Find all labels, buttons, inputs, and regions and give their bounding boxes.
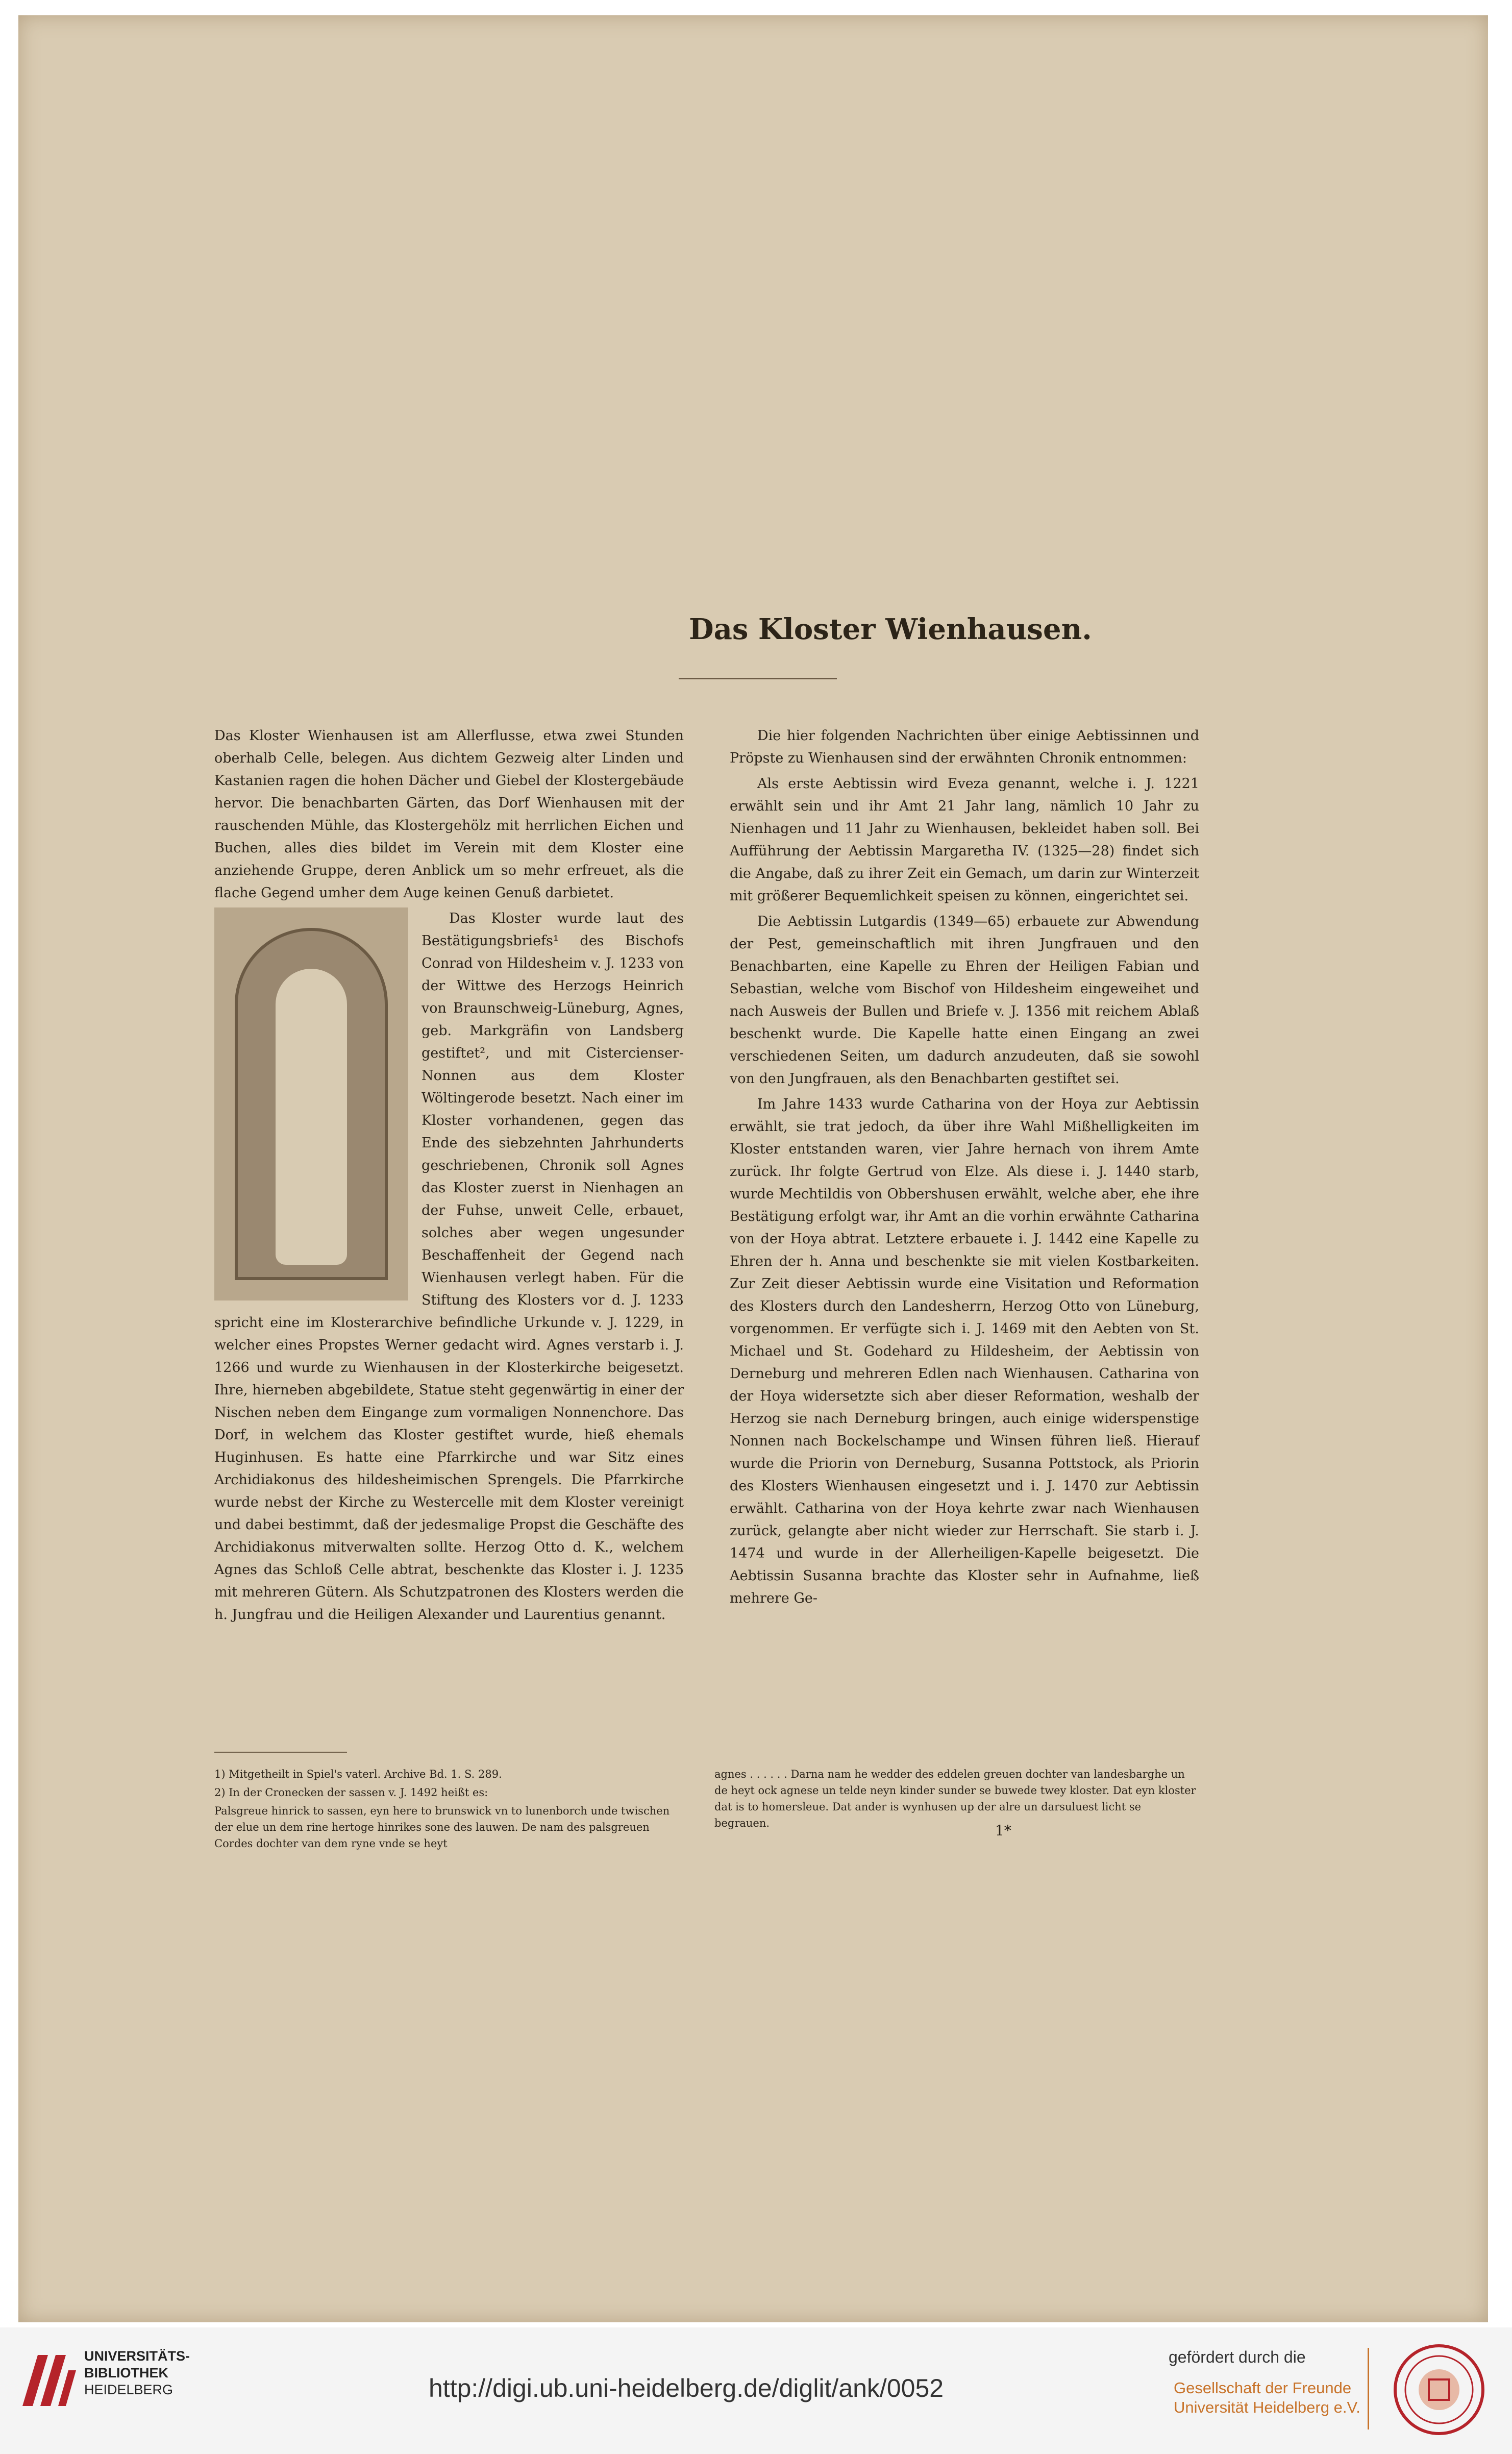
footnote-rule (214, 1752, 347, 1753)
library-name-line: UNIVERSITÄTS- (84, 2348, 190, 2364)
footnotes-left (214, 1766, 684, 1854)
permalink-url[interactable]: http://digi.ub.uni-heidelberg.de/diglit/ank/0052 (429, 2374, 944, 2402)
library-name (84, 2348, 190, 2398)
paragraph: Das Kloster wurde laut des Bestätigungsbriefs¹ des Bischofs Conrad von Hildesheim v. J. 1233 von der Wittwe des Herzogs Heinrich von Braunschweig-Lüneburg, Agnes, geb. Markgräfin von Landsberg gestiftet², und mit Cistercienser-Nonnen aus dem Kloster Wöltingerode besetzt. Nach einer im Kloster vorhandenen, gegen das Ende des siebzehnten Jahrhunderts geschriebenen, Chronik soll Agnes das Kloster zuerst in Nienhagen an der Fuhse, unweit Celle, erbauet, solches aber wegen ungesunder Beschaffenheit der Gegend nach Wienhausen verlegt haben. Für die Stiftung des Klosters vor d. J. 1233 spricht eine im Klosterarchive befindliche Urkunde v. J. 1229, in welcher eines Propstes Werner gedacht wird. Agnes verstarb i. J. 1266 und wurde zu Wienhausen in der Klosterkirche beigesetzt. Ihre, hierneben abgebildete, Statue steht gegenwärtig in einer der Nischen neben dem Eingange zum vormaligen Nonnenchore. Das Dorf, in welchem das Kloster gestiftet wurde, hieß ehemals Huginhusen. Es hatte eine Pfarrkirche und war Sitz eines Archidiakonus des hildesheimischen Sprengels. Die Pfarrkirche wurde nebst der Kirche zu Westercelle mit dem Kloster vereinigt und dabei bestimmt, daß der jedesmalige Propst die Geschäfte des Archidiakonus mitverwalten sollte. Herzog Otto d. K., welchem Agnes das Schloß Celle abtrat, beschenkte das Kloster i. J. 1235 mit mehreren Gütern. Als Schutzpatronen des Klosters werden die h. Jungfrau und die Heiligen Alexander und Laurentius genannt. (214, 911, 684, 1623)
sponsor-line: Gesellschaft der Freunde (1174, 2379, 1352, 2397)
paragraph: Das Kloster Wienhausen ist am Allerflusse, etwa zwei Stunden oberhalb Celle, belegen. Aus dichtem Gezweig alter Linden und Kastanien ragen die hohen Dächer und Giebel der Klostergebäude hervor. Die benachbarten Gärten, das Dorf Wienhausen mit der rauschenden Mühle, das Klostergehölz mit herrlichen Eichen und Buchen, alles dies bildet im Verein mit dem Kloster eine anziehende Gruppe, deren Anblick um so mehr erfreuet, als die flache Gegend umher dem Auge keinen Genuß darbietet. (214, 728, 684, 901)
footnotes-right (714, 1766, 1199, 1833)
left-column (214, 725, 684, 1629)
statue-figure (276, 969, 347, 1265)
footnote: Palsgreue hinrick to sassen, eyn here to brunswick vn to lunenborch unde twischen der elue un dem rine hertoge hinrikes sone des lauwen. De nam des palsgreuen Cordes dochter van dem ryne vnde se heyt (214, 1805, 670, 1850)
library-logo-icon (17, 2350, 79, 2411)
footer-divider (1368, 2348, 1369, 2430)
page-title: Das Kloster Wienhausen. (689, 612, 1092, 646)
library-name-line: HEIDELBERG (84, 2382, 173, 2397)
funded-by-label: gefördert durch die (1169, 2348, 1306, 2366)
library-name-line: BIBLIOTHEK (84, 2365, 168, 2381)
footnote: 1) Mitgetheilt in Spiel's vaterl. Archive Bd. 1. S. 289. (214, 1768, 502, 1780)
paragraph: Als erste Aebtissin wird Eveza genannt, welche i. J. 1221 erwählt sein und ihr Amt 21 Jahr lang, nämlich 10 Jahr zu Nienhagen und 11 Jahr zu Wienhausen, bekleidet haben soll. Bei Aufführung der Aebtissin Margaretha IV. (1325—28) findet sich die Angabe, daß zu ihrer Zeit ein Gemach, um darin zur Winterzeit mit größerer Bequemlichkeit speisen zu können, eingerichtet sei. (730, 776, 1199, 904)
paragraph: Die hier folgenden Nachrichten über einige Aebtissinnen und Pröpste zu Wienhausen sind der erwähnten Chronik entnommen: (730, 728, 1199, 766)
university-seal-icon (1393, 2344, 1485, 2436)
right-column (730, 725, 1199, 1613)
paragraph: Die Aebtissin Lutgardis (1349—65) erbauete zur Abwendung der Pest, gemeinschaftlich mit ihren Jungfrauen und den Benachbarten, eine Kapelle zu Ehren der Heiligen Fabian und Sebastian, welche vom Bischof von Hildesheim eingeweihet und nach Ausweis der Bullen und Briefe v. J. 1356 mit reichem Ablaß beschenkt wurde. Die Kapelle hatte einen Eingang an zwei verschiedenen Seiten, um dadurch anzudeuten, daß sie sowohl von den Jungfrauen, als den Benachbarten gestiftet sei. (730, 914, 1199, 1087)
title-rule (679, 678, 837, 679)
footnote: agnes . . . . . . Darna nam he wedder des eddelen greuen dochter van landesbarghe un de heyt ock agnese un telde neyn kinder sunder se buwede twey kloster. Dat eyn kloster dat is to homersleue. Dat ander is wynhusen up der alre un darsuluest licht se begrauen. (714, 1768, 1196, 1829)
page-number: 1* (995, 1822, 1011, 1839)
footnote: 2) In der Cronecken der sassen v. J. 1492 heißt es: (214, 1786, 488, 1799)
statue-illustration (214, 907, 408, 1300)
sponsor-name (1174, 2378, 1360, 2417)
paragraph: Im Jahre 1433 wurde Catharina von der Hoya zur Aebtissin erwählt, sie trat jedoch, da über ihre Wahl Mißhelligkeiten im Kloster entstanden waren, vier Jahre hernach von ihrem Amte zurück. Ihr folgte Gertrud von Elze. Als diese i. J. 1440 starb, wurde Mechtildis von Obbershusen erwählt, welche aber, ehe ihre Bestätigung erfolgt war, ihr Amt an die vorhin erwähnte Catharina von der Hoya abtrat. Letztere erbauete i. J. 1442 eine Kapelle zu Ehren der h. Anna und beschenkte sie mit vielen Kostbarkeiten. Zur Zeit dieser Aebtissin wurde eine Visitation und Reformation des Klosters durch den Landesherrn, Herzog Otto von Lüneburg, vorgenommen. Er verfügte sich i. J. 1469 mit den Aebten von St. Michael und St. Godehard zu Hildesheim, der Aebtissin von Derneburg und mehreren Edlen nach Wienhausen. Catharina von der Hoya widersetzte sich aber dieser Reformation, weshalb der Herzog sie nach Derneburg bringen, auch einige widerspenstige Nonnen nach Bockelschampe und Winsen führen ließ. Hierauf wurde die Priorin von Derneburg, Susanna Pottstock, als Priorin des Klosters Wienhausen eingesetzt und i. J. 1470 zur Aebtissin erwählt. Catharina von der Hoya kehrte zwar nach Wienhausen zurück, gelangte aber nicht wieder zur Herrschaft. Sie starb i. J. 1474 und wurde in der Allerheiligen-Kapelle beigesetzt. Die Aebtissin Susanna brachte das Kloster sehr in Aufnahme, ließ mehrere Ge- (730, 1096, 1199, 1606)
sponsor-line: Universität Heidelberg e.V. (1174, 2398, 1360, 2416)
footer-bar (0, 2327, 1512, 2454)
